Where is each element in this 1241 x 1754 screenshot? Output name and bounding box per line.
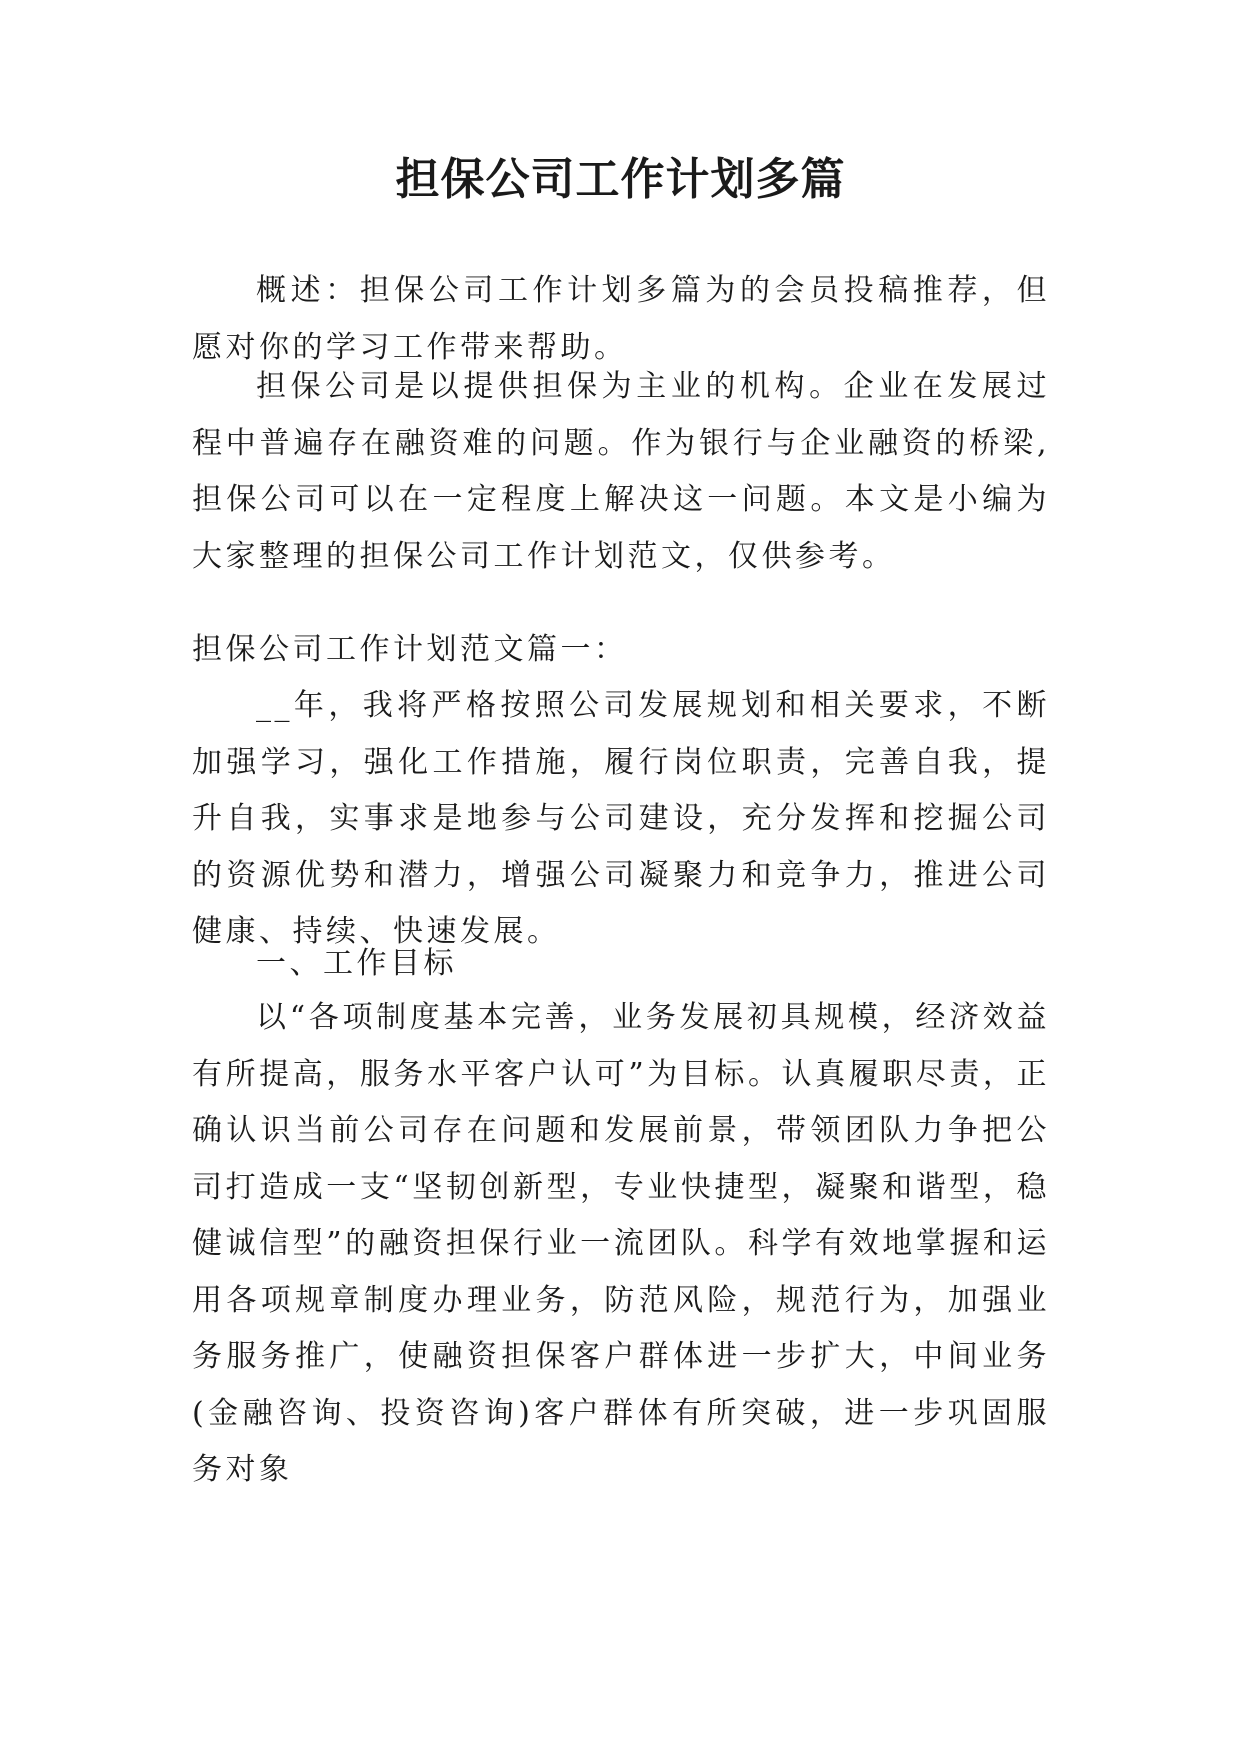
year-plan-paragraph: __年，我将严格按照公司发展规划和相关要求，不断加强学习，强化工作措施，履行岗位职责，完善自我，提升自我，实事求是地参与公司建设，充分发挥和挖掘公司的资源优势和潜力，增强公司凝聚力和竞争力，推进公司健康、持续、快速发展。 — [192, 688, 1050, 949]
goal-paragraph: 以“各项制度基本完善，业务发展初具规模，经济效益有所提高，服务水平客户认可”为目标。认真履职尽责，正确认识当前公司存在问题和发展前景，带领团队力争把公司打造成一支“坚韧创新型，专业快捷型，凝聚和谐型，稳健诚信型”的融资担保行业一流团队。科学有效地掌握和运用各项规章制度办理业务，防范风险，规范行为，加强业务服务推广，使融资担保客户群体进一步扩大，中间业务(金融咨询、投资咨询)客户群体有所突破，进一步巩固服务对象 — [192, 1000, 1050, 1487]
summary-paragraph: 概述：担保公司工作计划多篇为的会员投稿推荐，但愿对你的学习工作带来帮助。 — [192, 273, 1050, 365]
section-heading: 担保公司工作计划范文篇一： — [192, 632, 628, 667]
document-title: 担保公司工作计划多篇 — [395, 154, 846, 205]
intro-paragraph: 担保公司是以提供担保为主业的机构。企业在发展过程中普遍存在融资难的问题。作为银行与企业融资的桥梁,担保公司可以在一定程度上解决这一问题。本文是小编为大家整理的担保公司工作计划范文，仅供参考。 — [192, 369, 1050, 574]
goal-subheading: 一、工作目标 — [256, 946, 457, 981]
